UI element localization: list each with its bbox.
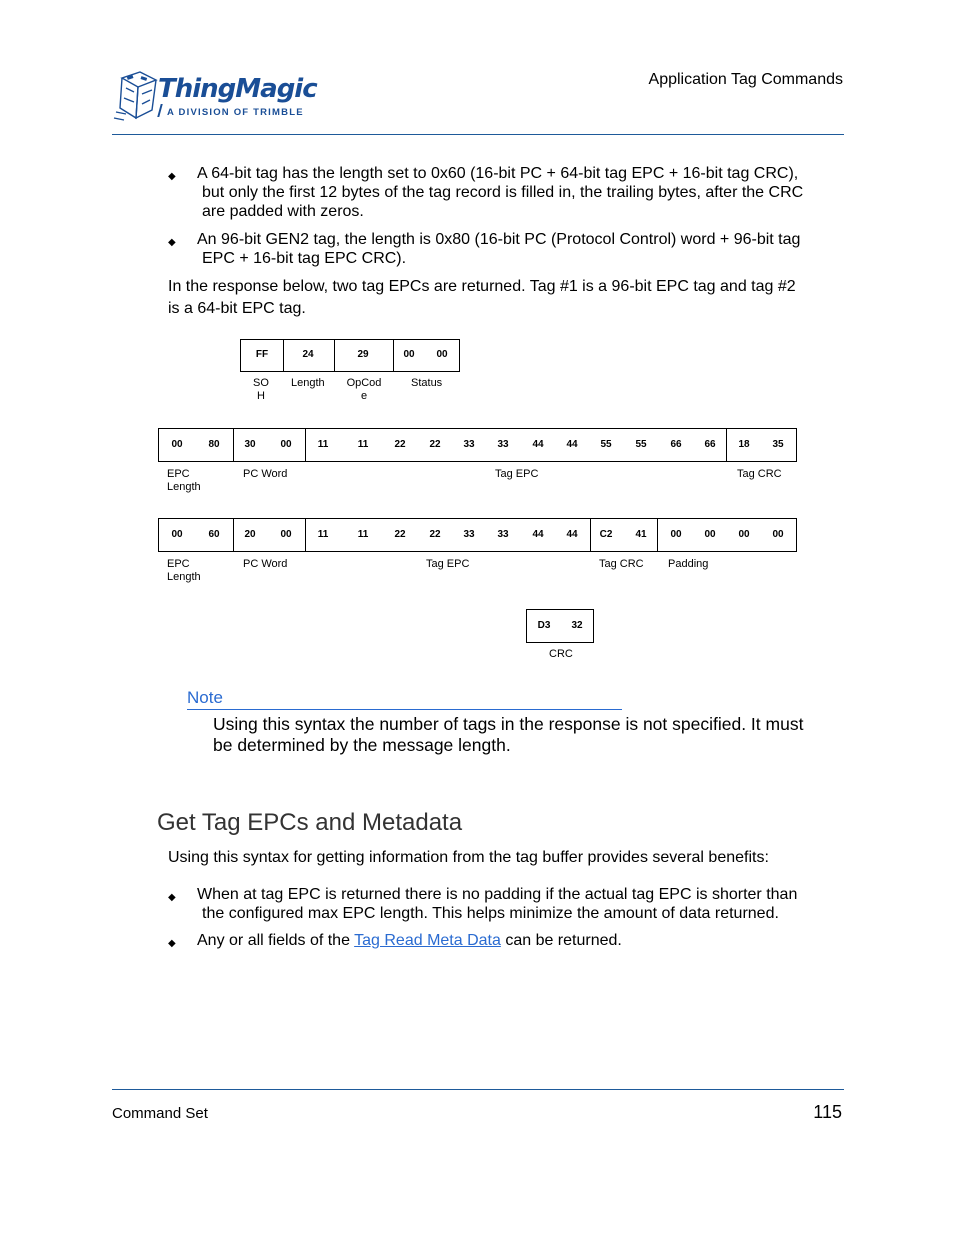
bullet-text-line: [197, 931, 622, 951]
page-number: 115: [813, 1102, 842, 1122]
byte-value: 00: [670, 529, 682, 540]
note-rule: [187, 709, 622, 710]
byte-value: 22: [394, 529, 406, 540]
byte-value: 44: [532, 529, 544, 540]
byte-value: 32: [571, 620, 583, 631]
bullet-text: Any or all fields of the: [197, 932, 355, 949]
note-line: Using this syntax the number of tags in the response is not specified. It must: [213, 714, 804, 734]
label-line: Length: [167, 481, 201, 493]
logo-cube-icon: [112, 68, 162, 124]
label-line: OpCod: [346, 377, 382, 389]
intro-paragraph: [168, 276, 858, 320]
divider: [283, 340, 284, 371]
bullet-text: can be returned.: [500, 932, 622, 949]
field-label: Length: [291, 377, 325, 389]
label-line: e: [360, 390, 368, 402]
byte-value: 44: [566, 439, 578, 450]
bullet-text-line: the configured max EPC length. This helps minimize the amount of data returned.: [202, 905, 779, 922]
divider: [334, 340, 335, 371]
logo-tagline: A DIVISION OF TRIMBLE: [167, 107, 304, 118]
byte-value: 00: [280, 529, 292, 540]
list-item: [168, 931, 848, 953]
byte-value: 20: [244, 529, 256, 540]
field-label: Tag EPC: [426, 558, 470, 570]
list-item: [168, 885, 848, 925]
byte-value: 00: [772, 529, 784, 540]
byte-value: 00: [704, 529, 716, 540]
byte-value: 22: [394, 439, 406, 450]
byte-value: 33: [497, 529, 509, 540]
byte-value: 35: [772, 439, 784, 450]
note-line: be determined by the message length.: [213, 735, 511, 755]
tag-read-meta-data-link[interactable]: Tag Read Meta Data: [354, 932, 501, 949]
bullet-text-line: A 64-bit tag has the length set to 0x60 (16-bit PC + 64-bit tag EPC + 16-bit tag CRC),: [197, 165, 799, 182]
field-label: Status: [411, 377, 443, 389]
field-label: PC Word: [243, 558, 288, 570]
label-line: H: [257, 390, 265, 402]
divider: [657, 519, 658, 551]
footer-chapter: Command Set: [112, 1105, 208, 1122]
divider: [233, 519, 234, 551]
byte-value: 00: [280, 439, 292, 450]
bullet-list-section: [168, 885, 848, 953]
field-label: [253, 377, 269, 403]
bullet-text-line: EPC + 16-bit tag EPC CRC).: [202, 250, 407, 267]
paragraph-line: In the response below, two tag EPCs are returned. Tag #1 is a 96-bit EPC tag and tag #2: [168, 278, 796, 295]
section-heading: Get Tag EPCs and Metadata: [157, 809, 463, 836]
byte-value: 00: [436, 349, 448, 360]
section-intro: Using this syntax for getting information from the tag buffer provides several benefits:: [168, 849, 769, 866]
byte-value: 33: [463, 529, 475, 540]
byte-value: 22: [429, 529, 441, 540]
byte-value: 00: [738, 529, 750, 540]
logo-wordmark: ThingMagic: [158, 74, 317, 104]
divider: [305, 429, 306, 461]
byte-value: 11: [357, 529, 369, 540]
byte-value: 11: [317, 529, 329, 540]
field-label: PC Word: [243, 468, 288, 480]
byte-value: 33: [463, 439, 475, 450]
byte-value: 11: [357, 439, 369, 450]
byte-value: 55: [600, 439, 612, 450]
section-title: Application Tag Commands: [648, 71, 843, 88]
bullet-diamond-icon: ◆: [168, 171, 176, 182]
note-title: Note: [187, 688, 223, 707]
byte-value: C2: [599, 529, 613, 540]
field-label: Tag CRC: [737, 468, 782, 480]
byte-value: D3: [537, 620, 551, 631]
divider: [233, 429, 234, 461]
byte-value: 44: [532, 439, 544, 450]
label-line: SO: [253, 377, 269, 389]
label-line: EPC: [167, 558, 190, 570]
field-label: Tag EPC: [495, 468, 539, 480]
bullet-list-top: [168, 164, 848, 270]
bullet-text-line: When at tag EPC is returned there is no padding if the actual tag EPC is shorter than: [197, 886, 798, 903]
list-item: [168, 230, 848, 270]
label-line: EPC: [167, 468, 190, 480]
bullet-diamond-icon: ◆: [168, 237, 176, 248]
byte-value: 44: [566, 529, 578, 540]
footer-rule: [112, 1089, 844, 1090]
byte-value: 66: [704, 439, 716, 450]
bullet-text-line: but only the first 12 bytes of the tag record is filled in, the trailing bytes, after the CRC: [202, 184, 804, 201]
byte-value: 11: [317, 439, 329, 450]
byte-value: 00: [171, 439, 183, 450]
byte-value: 29: [357, 349, 369, 360]
bullet-diamond-icon: ◆: [168, 892, 176, 903]
bullet-text-line: are padded with zeros.: [202, 203, 364, 220]
field-label: [167, 468, 201, 494]
note-body: [213, 714, 803, 756]
byte-value: 00: [171, 529, 183, 540]
byte-value: 22: [429, 439, 441, 450]
field-label: Tag CRC: [599, 558, 644, 570]
field-label: CRC: [549, 648, 573, 660]
label-line: Length: [167, 571, 201, 583]
header-rule: [112, 134, 844, 135]
byte-value: FF: [255, 349, 269, 360]
divider: [726, 429, 727, 461]
byte-value: 24: [302, 349, 314, 360]
field-label: Padding: [668, 558, 709, 570]
byte-value: 33: [497, 439, 509, 450]
byte-value: 18: [738, 439, 750, 450]
byte-value: 60: [208, 529, 220, 540]
byte-value: 55: [635, 439, 647, 450]
field-label: [346, 377, 382, 403]
bullet-diamond-icon: ◆: [168, 938, 176, 949]
byte-value: 66: [670, 439, 682, 450]
field-label: [167, 558, 201, 584]
byte-value: 41: [635, 529, 647, 540]
thingmagic-logo: [112, 68, 317, 124]
byte-value: 00: [403, 349, 415, 360]
byte-value: 80: [208, 439, 220, 450]
list-item: [168, 164, 848, 224]
divider: [305, 519, 306, 551]
bullet-text-line: An 96-bit GEN2 tag, the length is 0x80 (16-bit PC (Protocol Control) word + 96-bit tag: [197, 231, 801, 248]
paragraph-line: is a 64-bit EPC tag.: [168, 300, 306, 317]
byte-value: 30: [244, 439, 256, 450]
